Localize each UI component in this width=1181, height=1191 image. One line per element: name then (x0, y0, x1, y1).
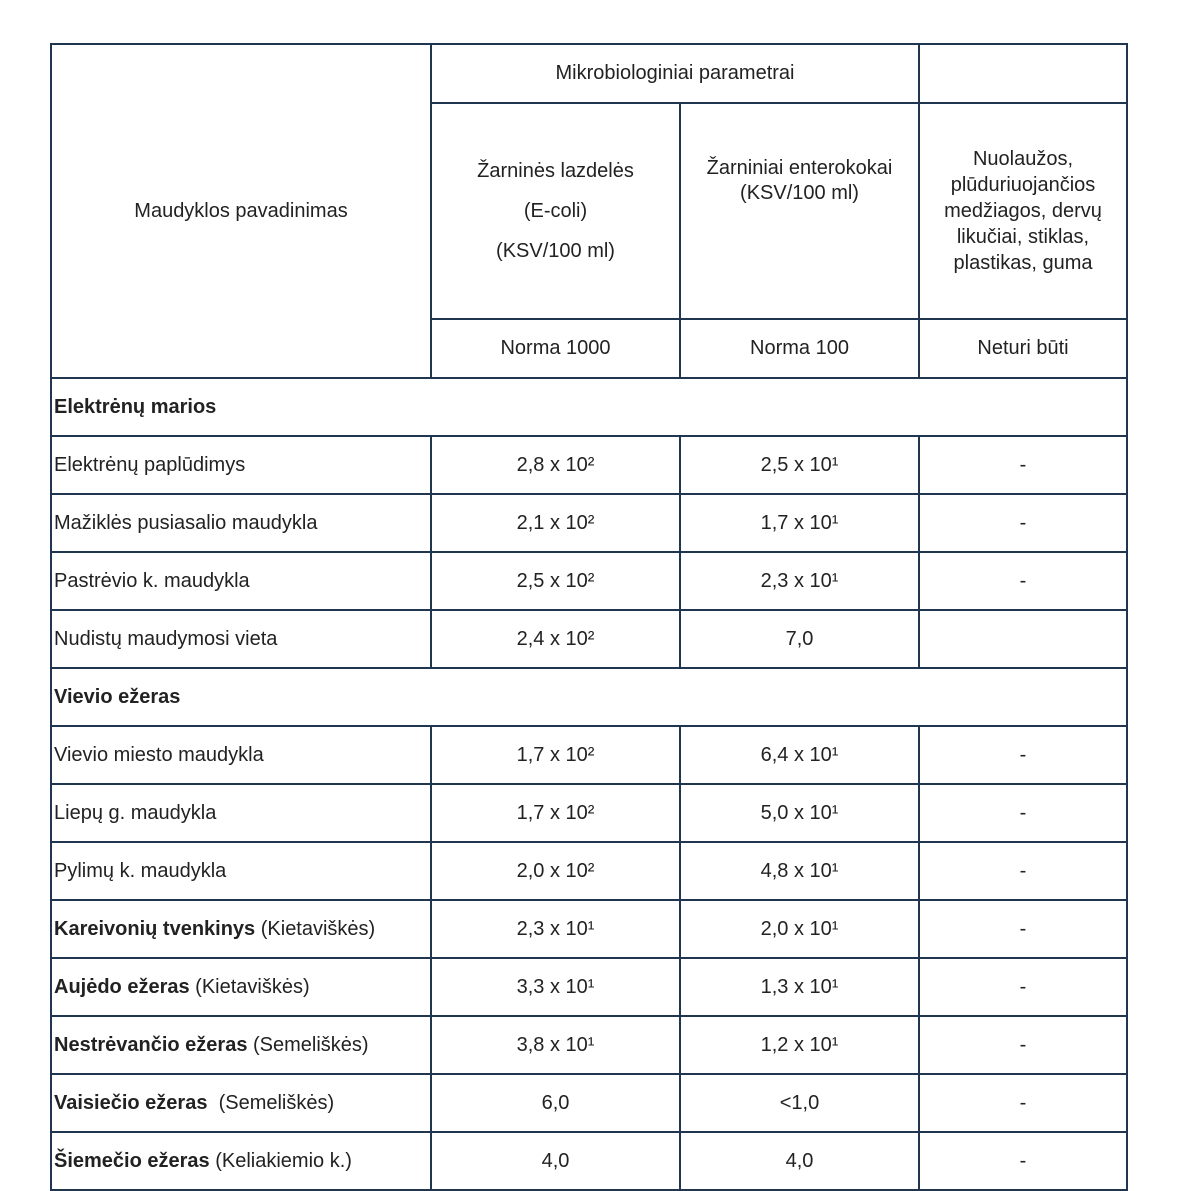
bathing-site-name (51, 1016, 431, 1074)
header-ecoli-line: (KSV/100 ml) (496, 240, 615, 262)
water-body-name: Kareivonių tvenkinys (54, 917, 256, 940)
debris-value: - (919, 436, 1127, 494)
water-body-name: Vaisiečio ežeras (54, 1091, 208, 1114)
header-ecoli-line: (E-coli) (523, 200, 588, 222)
debris-value: - (919, 842, 1127, 900)
debris-value: - (919, 726, 1127, 784)
enterococci-value: <1,0 (680, 1074, 919, 1132)
header-enterococci-line: (KSV/100 ml) (740, 182, 859, 204)
enterococci-value: 4,8 x 10¹ (680, 842, 919, 900)
table-row (51, 436, 1127, 494)
table-row (51, 900, 1127, 958)
header-debris-line: likučiai, stiklas, (956, 226, 1090, 248)
water-body-name: Nestrėvančio ežeras (54, 1033, 248, 1056)
table-row (51, 610, 1127, 668)
ecoli-value: 2,1 x 10² (431, 494, 680, 552)
debris-value: - (919, 900, 1127, 958)
section-title: Vievio ežeras (51, 668, 1127, 726)
bathing-site-name: Elektrėnų paplūdimys (51, 436, 431, 494)
table-row (51, 1016, 1127, 1074)
location-suffix: (Semeliškės) (207, 1091, 335, 1114)
bathing-site-name: Mažiklės pusiasalio maudykla (51, 494, 431, 552)
debris-value: - (919, 494, 1127, 552)
ecoli-value: 3,8 x 10¹ (431, 1016, 680, 1074)
ecoli-value: 2,5 x 10² (431, 552, 680, 610)
ecoli-value: 2,3 x 10¹ (431, 900, 680, 958)
bathing-site-name (51, 900, 431, 958)
location-suffix: (Kietaviškės) (255, 917, 376, 940)
enterococci-value: 1,3 x 10¹ (680, 958, 919, 1016)
water-quality-table (50, 43, 1128, 1191)
norm-debris: Neturi būti (919, 319, 1127, 378)
debris-value: - (919, 784, 1127, 842)
section-row (51, 668, 1127, 726)
header-ecoli-line: Žarninės lazdelės (477, 160, 634, 182)
norm-ecoli: Norma 1000 (431, 319, 680, 378)
enterococci-value: 1,2 x 10¹ (680, 1016, 919, 1074)
header-micro-parameters: Mikrobiologiniai parametrai (431, 44, 919, 103)
location-suffix: (Semeliškės) (247, 1033, 369, 1056)
table-row (51, 494, 1127, 552)
header-debris-line: Nuolaužos, (972, 148, 1074, 170)
ecoli-value: 2,8 x 10² (431, 436, 680, 494)
bathing-site-name: Pastrėvio k. maudykla (51, 552, 431, 610)
table-row (51, 784, 1127, 842)
bathing-site-name: Liepų g. maudykla (51, 784, 431, 842)
header-empty-cell (919, 44, 1127, 103)
header-debris (919, 103, 1127, 319)
enterococci-value: 2,5 x 10¹ (680, 436, 919, 494)
header-enterococci (680, 103, 919, 319)
bathing-site-name: Nudistų maudymosi vieta (51, 610, 431, 668)
table-row (51, 958, 1127, 1016)
ecoli-value: 2,4 x 10² (431, 610, 680, 668)
table-row (51, 842, 1127, 900)
water-body-name: Aujėdo ežeras (54, 975, 190, 998)
debris-value: - (919, 958, 1127, 1016)
debris-value (919, 610, 1127, 668)
location-suffix: (Kietaviškės) (189, 975, 310, 998)
location-suffix: (Keliakiemio k.) (209, 1149, 352, 1172)
water-body-name: Šiemečio ežeras (54, 1149, 210, 1172)
header-enterococci-line: Žarniniai enterokokai (706, 157, 893, 179)
bathing-site-name (51, 1074, 431, 1132)
debris-value: - (919, 1074, 1127, 1132)
enterococci-value: 5,0 x 10¹ (680, 784, 919, 842)
ecoli-value: 1,7 x 10² (431, 726, 680, 784)
header-ecoli (431, 103, 680, 319)
bathing-site-name: Vievio miesto maudykla (51, 726, 431, 784)
enterococci-value: 2,0 x 10¹ (680, 900, 919, 958)
debris-value: - (919, 1132, 1127, 1190)
bathing-site-name (51, 1132, 431, 1190)
bathing-site-name (51, 958, 431, 1016)
bathing-site-name: Pylimų k. maudykla (51, 842, 431, 900)
header-debris-line: plūduriuojančios (950, 174, 1096, 196)
table-row (51, 552, 1127, 610)
norm-enterococci: Norma 100 (680, 319, 919, 378)
header-debris-line: plastikas, guma (953, 252, 1093, 274)
ecoli-value: 3,3 x 10¹ (431, 958, 680, 1016)
header-name-column: Maudyklos pavadinimas (51, 44, 431, 378)
debris-value: - (919, 1016, 1127, 1074)
section-row (51, 378, 1127, 436)
enterococci-value: 7,0 (680, 610, 919, 668)
table-row (51, 1074, 1127, 1132)
ecoli-value: 2,0 x 10² (431, 842, 680, 900)
section-title: Elektrėnų marios (51, 378, 1127, 436)
enterococci-value: 2,3 x 10¹ (680, 552, 919, 610)
ecoli-value: 4,0 (431, 1132, 680, 1190)
table-row (51, 726, 1127, 784)
ecoli-value: 1,7 x 10² (431, 784, 680, 842)
ecoli-value: 6,0 (431, 1074, 680, 1132)
enterococci-value: 4,0 (680, 1132, 919, 1190)
debris-value: - (919, 552, 1127, 610)
header-debris-line: medžiagos, dervų (944, 200, 1102, 222)
enterococci-value: 6,4 x 10¹ (680, 726, 919, 784)
enterococci-value: 1,7 x 10¹ (680, 494, 919, 552)
table-row (51, 1132, 1127, 1190)
